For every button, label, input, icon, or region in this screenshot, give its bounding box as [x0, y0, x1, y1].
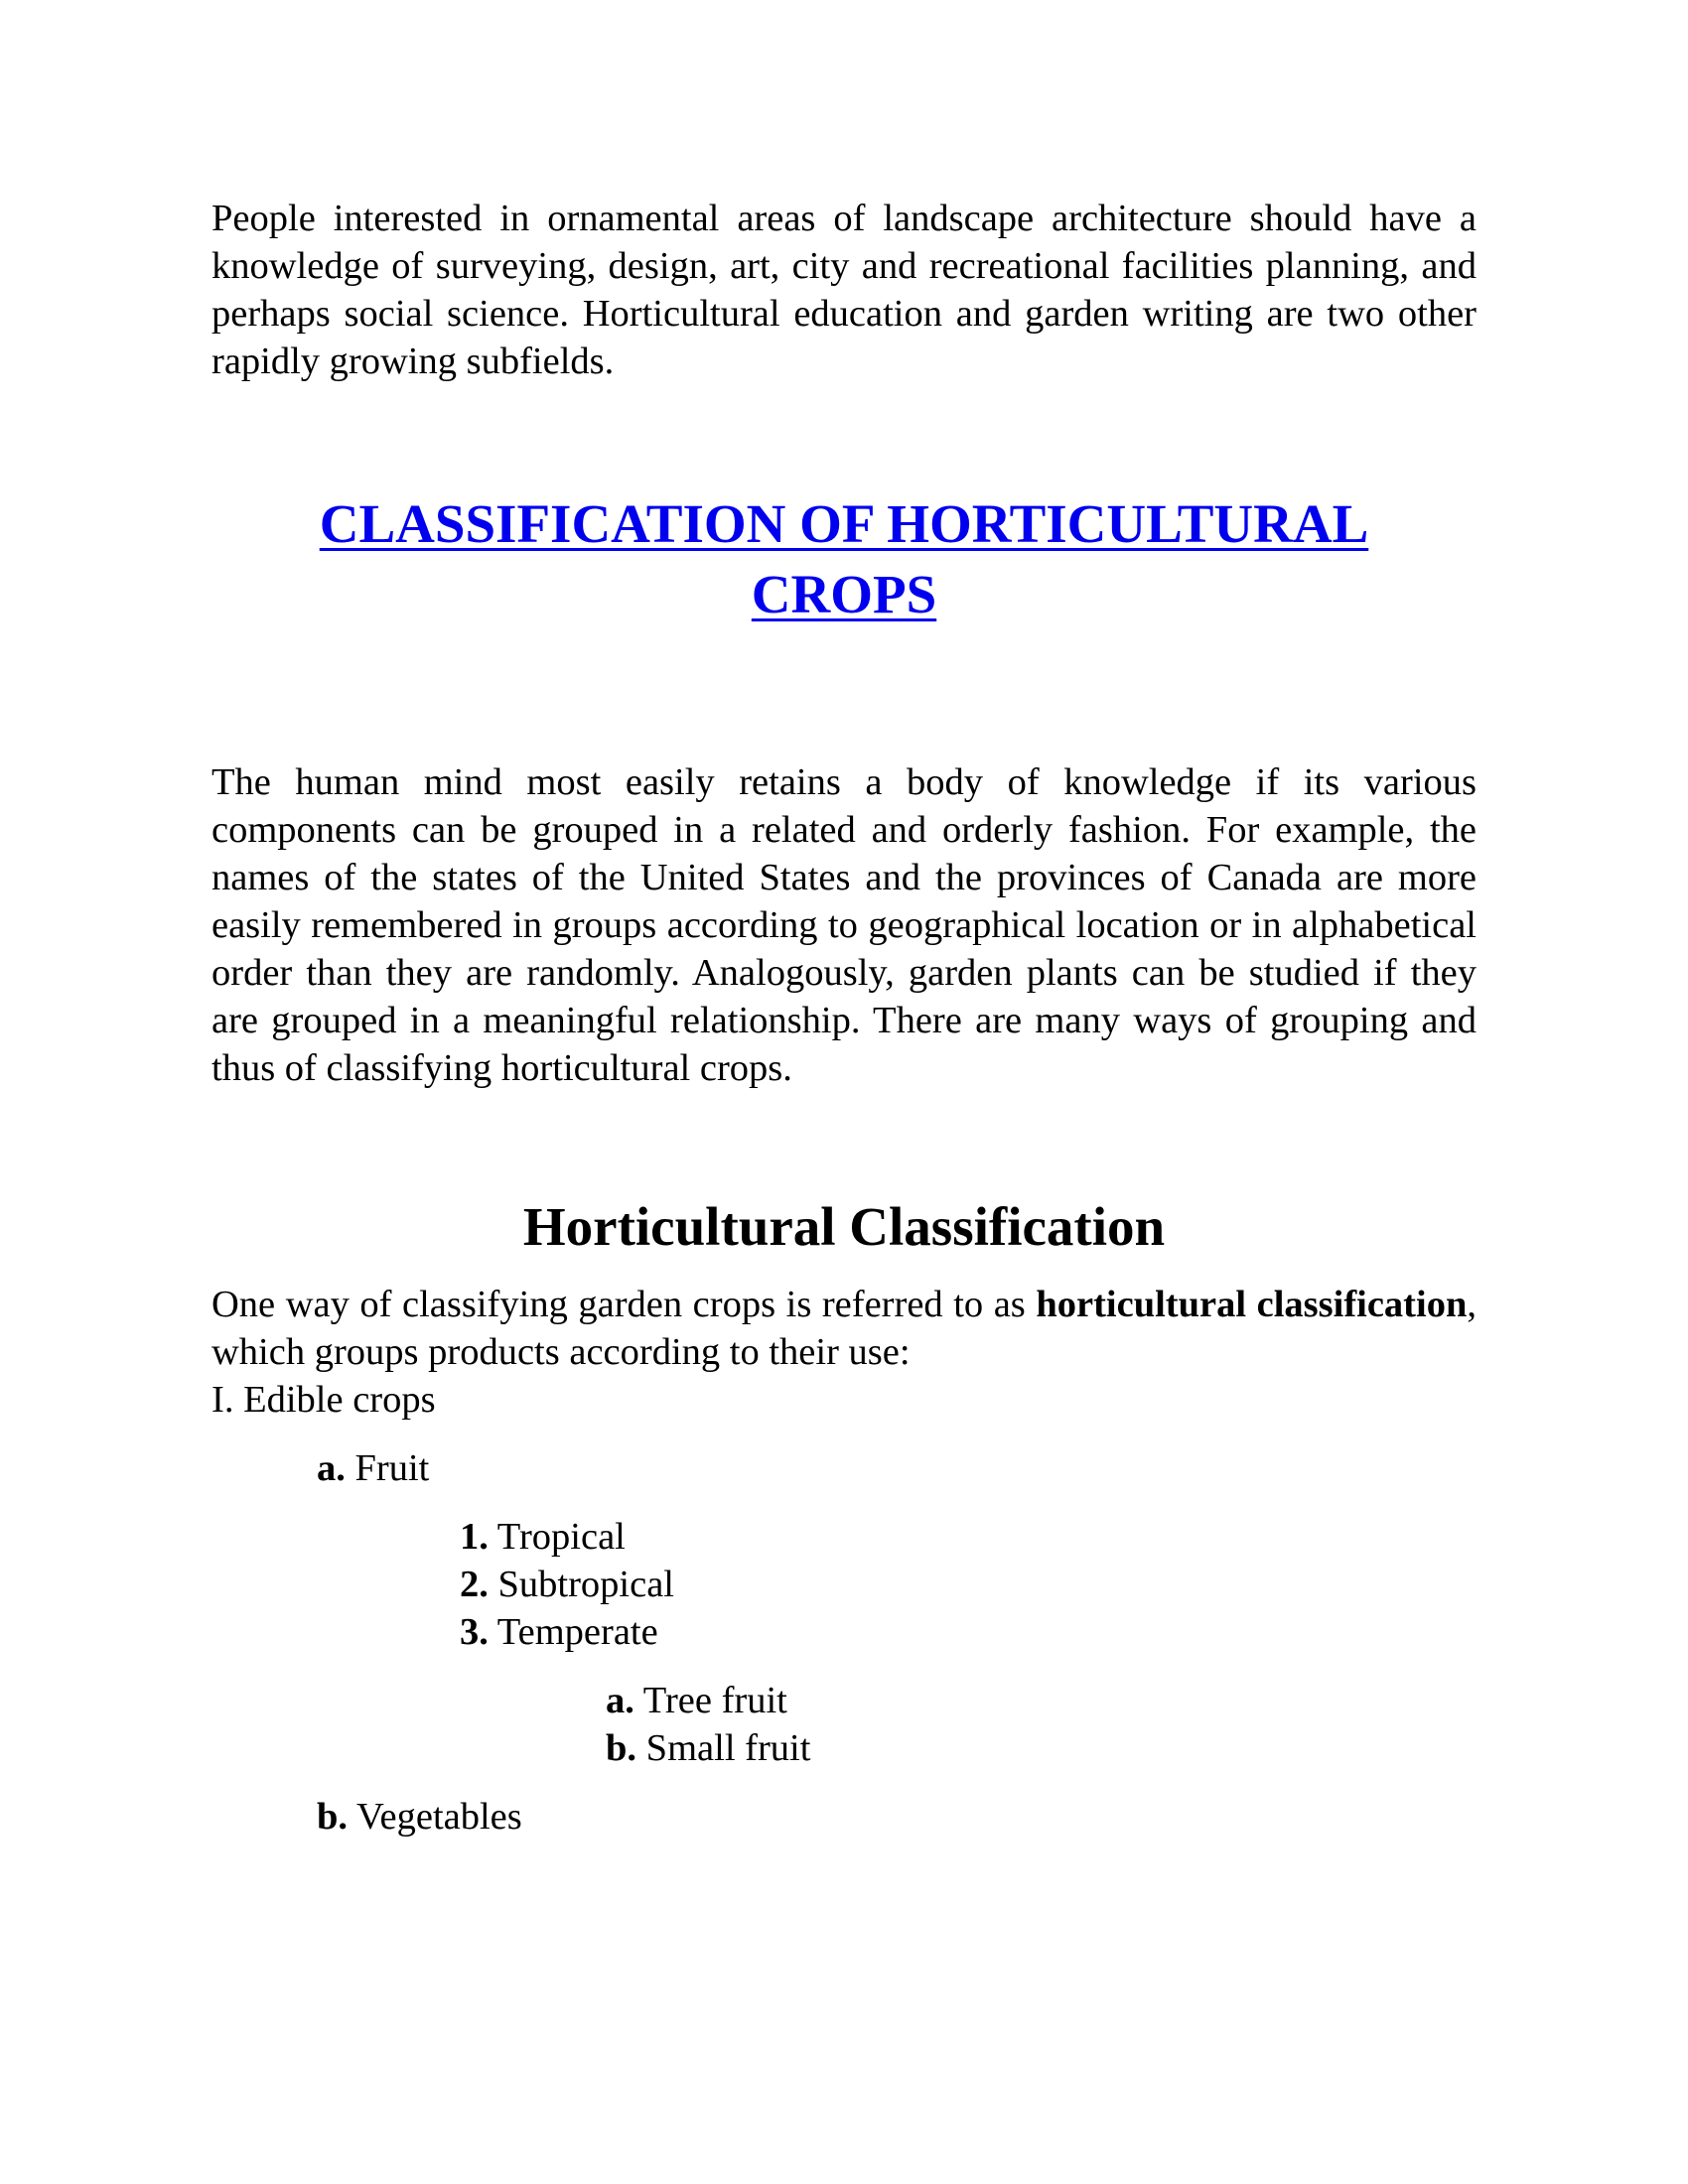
classification-text-after: , which groups products according to their use:: [211, 1284, 1477, 1373]
outline-tree-fruit-marker: a.: [606, 1680, 634, 1721]
section-title-line1[interactable]: CLASSIFICATION OF HORTICULTURAL: [319, 493, 1369, 554]
outline-small-fruit-marker: b.: [606, 1727, 637, 1769]
outline-tree-fruit: [211, 1677, 1477, 1724]
outline-tropical-marker: 1.: [460, 1516, 489, 1558]
outline-tree-fruit-label: Tree fruit: [633, 1680, 787, 1721]
document-page: [211, 195, 1477, 1841]
classification-term: horticultural classification: [1036, 1284, 1468, 1325]
outline-vegetables: [211, 1793, 1477, 1841]
outline-fruit: [211, 1444, 1477, 1492]
outline-tropical-label: Tropical: [488, 1516, 626, 1558]
outline-small-fruit-label: Small fruit: [636, 1727, 811, 1769]
body-paragraph: [211, 758, 1477, 1092]
outline-subtropical-label: Subtropical: [488, 1564, 674, 1605]
subheading: Horticultural Classification: [522, 1196, 1166, 1257]
outline-temperate-label: Temperate: [488, 1611, 658, 1653]
outline-temperate-marker: 3.: [460, 1611, 489, 1653]
classification-text-before: One way of classifying garden crops is referred to as: [211, 1284, 1037, 1325]
outline-tropical: [211, 1513, 1477, 1561]
outline-fruit-label: Fruit: [345, 1447, 430, 1489]
outline-subtropical: [211, 1561, 1477, 1608]
classification-outline: [211, 1376, 1477, 1841]
outline-fruit-marker: a.: [317, 1447, 346, 1489]
section-title[interactable]: [211, 488, 1477, 629]
intro-paragraph: People interested in ornamental areas of landscape architecture should have a knowledge of surveying, design, art, city and recreational facilities planning, and perhaps social science. Horticultural education and garden writing are two other rapidly growing subfields.: [211, 198, 1477, 382]
outline-vegetables-marker: b.: [317, 1796, 349, 1838]
outline-vegetables-label: Vegetables: [348, 1796, 522, 1838]
outline-subtropical-marker: 2.: [460, 1564, 489, 1605]
outline-edible-crops: I. Edible crops: [211, 1379, 436, 1421]
classification-paragraph: [211, 1281, 1477, 1376]
section-title-line2[interactable]: CROPS: [751, 564, 937, 624]
outline-temperate: [211, 1608, 1477, 1656]
body-paragraph-text: The human mind most easily retains a body of knowledge if its various components can be grouped in a related and orderly fashion. For example, the names of the states of the United States and the provinces of Canada are more easily remembered in groups according to geographical location or in alphabetical order than they are randomly. Analogously, garden plants can be studied if they are grouped in a meaningful relationship. There are many ways of grouping and thus of classifying horticultural crops.: [211, 761, 1477, 1089]
outline-small-fruit: [211, 1724, 1477, 1772]
